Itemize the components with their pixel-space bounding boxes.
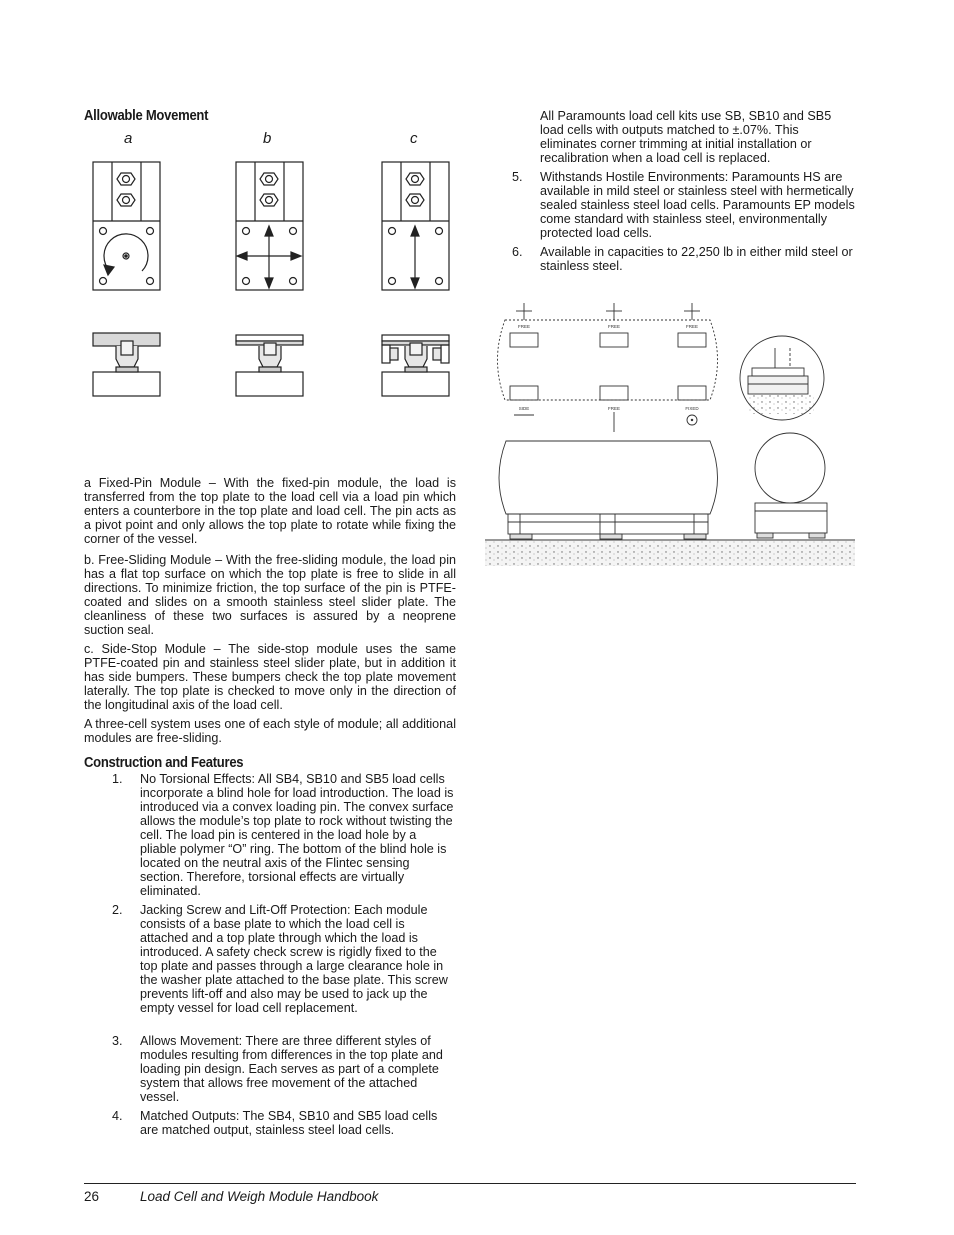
item-text-matched-outputs: Matched Outputs: The SB4, SB10 and SB5 load cells are matched output, stainless steel load cells. xyxy=(140,1109,438,1137)
tank-system-diagram xyxy=(480,298,860,573)
figure-label-c: c xyxy=(410,130,418,147)
footer-title: Load Cell and Weigh Module Handbook xyxy=(140,1189,379,1204)
module-types-drawing xyxy=(84,155,464,405)
item-text-hostile-environments: Withstands Hostile Environments: Paramounts HS are available in mild steel or stainless steel with hermetically sealed stainless steel load cells. Paramounts EP models come standard with stainless steel, environmentally protected load cells. xyxy=(540,170,855,240)
fixed-pin-module-side-view xyxy=(93,333,160,396)
page-number: 26 xyxy=(84,1189,100,1204)
paragraph-side-stop: c. Side-Stop Module – The side-stop module uses the same PTFE-coated pin and stainless steel slider plate, but in addition it has side bumpers. These bumpers check the top plate movement laterally. The top plate is checked to move only in the direction of the longitudinal axis of the load cell. xyxy=(84,642,456,712)
item-number: 3. xyxy=(112,1034,123,1048)
diagram-label: FIXED xyxy=(685,406,699,411)
footer-rule xyxy=(84,1183,856,1184)
diagram-label: FREE xyxy=(607,324,621,329)
free-sliding-module-top-view xyxy=(236,162,303,290)
diagram-label: SIDE xyxy=(518,406,530,411)
fixed-pin-module-top-view xyxy=(93,162,160,290)
figure-label-b: b xyxy=(263,130,272,147)
construction-features-heading: Construction and Features xyxy=(84,755,244,771)
paragraph-fixed-pin: a Fixed-Pin Module – With the fixed-pin module, the load is transferred from the top plate to the load cell via a load pin which enters a counterbore in the top plate and load cell. The pin acts as a pivot point and only allows the top plate to rotate while fixing the corner of the vessel. xyxy=(84,476,456,546)
side-stop-module-side-view xyxy=(382,335,449,396)
diagram-label: FREE xyxy=(685,324,699,329)
paragraph-three-cell: A three-cell system uses one of each style of module; all additional modules are free-sliding. xyxy=(84,717,456,745)
free-sliding-module-side-view xyxy=(236,335,303,396)
item-number: 2. xyxy=(112,903,123,917)
item-text-torsional: No Torsional Effects: All SB4, SB10 and SB5 load cells incorporate a blind hole for load introduction. The load is introduced via a convex loading pin. The convex surface allows the module’s top plate to rock without twisting the cell. The load pin is centered in the load hole by a pliable polymer “O” ring. The bottom of the blind hole is located on the neutral axis of the Flintec sensing section. Therefore, torsional effects are virtually eliminated. xyxy=(140,772,454,898)
tank-elevation-view xyxy=(485,433,855,566)
figure-label-a: a xyxy=(124,130,133,147)
paragraph-free-sliding: b. Free-Sliding Module – With the free-sliding module, the load pin has a flat top surface on which the top plate is free to slide in all directions. To minimize friction, the top surface of the pin is PTFE-coated and slides on a smooth stainless steel slider plate. The cleanliness of these two surfaces is assured by a neoprene suction seal. xyxy=(84,553,456,637)
item-text-movement: Allows Movement: There are three different styles of modules resulting from differences in the top plate and loading pin design. Each serves as part of a complete system that allows free movement of the attached vessel. xyxy=(140,1034,443,1104)
item-number: 1. xyxy=(112,772,123,786)
item-number: 4. xyxy=(112,1109,123,1123)
item-number: 6. xyxy=(512,245,523,259)
item-text-capacities: Available in capacities to 22,250 lb in either mild steel or stainless steel. xyxy=(540,245,853,273)
allowable-movement-heading: Allowable Movement xyxy=(84,108,209,124)
side-stop-module-top-view xyxy=(382,162,449,290)
continuation-paragraph: All Paramounts load cell kits use SB, SB10 and SB5 load cells with outputs matched to ±.07%. This eliminates corner trimming at initial installation or recalibration when a load cell is replaced. xyxy=(540,109,832,165)
diagram-label: FREE xyxy=(517,324,531,329)
item-text-jacking-screw: Jacking Screw and Lift-Off Protection: Each module consists of a base plate to which the load cell is attached and a top plate through which the load is introduced. A safety check screw is rigidly fixed to the top plate and passes through a large clearance hole in the washer plate attached to the base plate. This screw prevents lift-off and also may be used to jack up the empty vessel for load cell replacement. xyxy=(140,903,448,1015)
diagram-label: FREE xyxy=(607,406,621,411)
item-number: 5. xyxy=(512,170,523,184)
module-detail-view xyxy=(740,336,824,420)
